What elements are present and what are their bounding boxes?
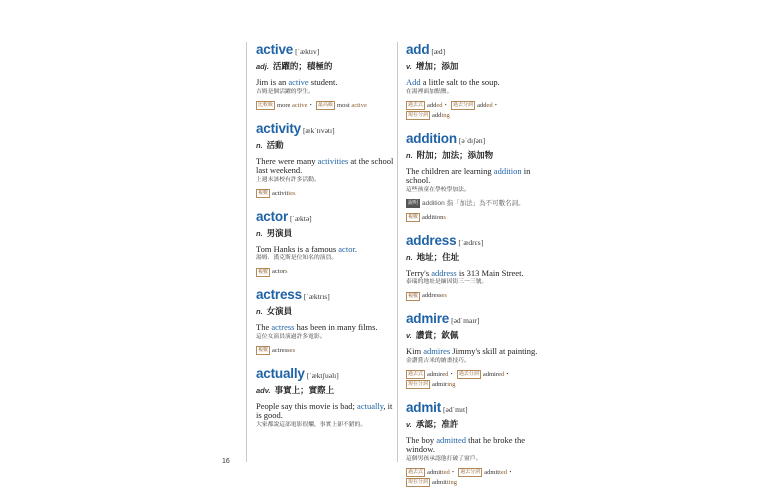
- column-rule-left: [246, 42, 247, 462]
- example-text: Terry's: [406, 267, 432, 278]
- definition: [256, 305, 394, 318]
- chinese-meaning: 事實上；實際上: [274, 384, 335, 395]
- form-ending: es: [441, 292, 447, 299]
- definition: [256, 227, 394, 240]
- example-text: that he broke the window.: [406, 434, 525, 454]
- word-forms: [256, 101, 394, 111]
- pronunciation: [ækˈtɪvətɪ]: [302, 125, 335, 135]
- part-of-speech: n.: [406, 252, 413, 262]
- word-form: [457, 370, 511, 380]
- form-ending: d: [445, 370, 449, 378]
- example-sentence: [406, 436, 544, 455]
- example-translation: 上週末該校有許多活動。: [256, 176, 320, 183]
- form-word: [477, 102, 499, 109]
- headword: actress: [256, 287, 302, 302]
- form-tag: 過去分詞: [460, 469, 481, 475]
- form-word: [427, 371, 455, 378]
- form-base: actor: [272, 268, 286, 275]
- definition: [406, 329, 544, 342]
- part-of-speech: n.: [256, 140, 263, 150]
- form-ending: ies: [288, 189, 296, 197]
- word-form: [451, 101, 499, 111]
- word-form: [406, 370, 455, 380]
- example-translation: 泰瑞的地址是緬因街三一三號。: [406, 279, 488, 285]
- example-keyword: addition: [493, 165, 522, 176]
- example-keyword: activities: [317, 155, 349, 166]
- part-of-speech: v.: [406, 62, 412, 71]
- example-translation: 這個男孩承認他打破了窗戶。: [406, 455, 482, 462]
- definition: [406, 149, 544, 162]
- headword-line: [256, 287, 394, 304]
- dictionary-entry: [406, 131, 544, 223]
- chinese-meaning: 活躍的；積極的: [272, 61, 333, 71]
- form-separator: ・: [449, 468, 457, 476]
- headword-line: [256, 42, 394, 59]
- part-of-speech: v.: [406, 419, 412, 429]
- headword: active: [256, 42, 294, 57]
- form-word: [272, 190, 295, 197]
- example-translation: 這些孩童在學校學加法。: [406, 186, 470, 193]
- example-text: The children are learning: [406, 165, 494, 176]
- form-word: [432, 381, 455, 388]
- definition: [256, 384, 394, 397]
- definition: [256, 139, 394, 152]
- example-sentence: [256, 245, 394, 255]
- example-translation: 金讚賞吉米的繪畫技巧。: [406, 357, 470, 364]
- example-text: The boy: [406, 434, 437, 445]
- form-ending: ted: [499, 468, 508, 476]
- form-tag: 複數: [258, 190, 269, 196]
- form-word: [272, 268, 288, 275]
- word-form: [406, 468, 456, 478]
- headword-line: [256, 209, 394, 226]
- chinese-meaning: 地址；住址: [416, 251, 460, 262]
- example-sentence: [256, 323, 394, 333]
- headword-line: [256, 121, 394, 138]
- form-base: admire: [482, 370, 501, 378]
- headword: add: [406, 42, 430, 57]
- example-keyword: actually: [357, 400, 384, 411]
- form-base: admit: [427, 468, 442, 476]
- headword-line: [406, 400, 544, 417]
- word-form: [316, 101, 367, 111]
- part-of-speech: adv.: [256, 385, 271, 395]
- form-separator: ・: [307, 101, 315, 109]
- pronunciation: [ˈæktɪv]: [295, 47, 320, 56]
- part-of-speech: n.: [256, 307, 263, 316]
- form-ending: s: [285, 268, 288, 275]
- form-separator: ・: [492, 101, 500, 109]
- form-ending: ed: [486, 101, 493, 109]
- dictionary-entry: [406, 233, 544, 302]
- dictionary-entry: [256, 287, 394, 356]
- column-rule-right: [397, 42, 398, 462]
- definition: [406, 251, 544, 264]
- example-text: Tom Hanks is a famous: [256, 243, 339, 254]
- example-translation: 湯姆．漢克斯是位知名的演員。: [256, 255, 338, 261]
- pronunciation: [ədˈmaɪr]: [451, 316, 480, 325]
- form-word: [277, 102, 314, 109]
- left-column: [256, 42, 394, 440]
- headword: address: [406, 232, 457, 248]
- headword: admire: [406, 311, 450, 326]
- word-forms: [406, 468, 544, 488]
- example-sentence: [256, 157, 394, 176]
- form-tag: 複數: [408, 292, 419, 299]
- form-tag: 現在分詞: [408, 479, 429, 485]
- form-base: add: [432, 111, 442, 119]
- example-text: is 313 Main Street.: [456, 267, 524, 278]
- form-base: more: [277, 101, 292, 109]
- headword: admit: [406, 399, 442, 415]
- example-text: Jim is an: [256, 77, 289, 87]
- example-keyword: actor: [338, 243, 355, 254]
- form-base: activit: [272, 189, 289, 197]
- word-forms: [406, 291, 544, 301]
- example-text: Kim: [406, 346, 424, 356]
- headword-line: [406, 131, 544, 148]
- pronunciation: [ˈæktʃuəlɪ]: [306, 370, 339, 380]
- example-text: People say this movie is bad;: [256, 400, 358, 411]
- dictionary-entry: [256, 366, 394, 430]
- chinese-meaning: 男演員: [266, 227, 293, 238]
- form-word: [337, 102, 367, 109]
- chinese-meaning: 女演員: [266, 306, 293, 316]
- form-ending: ting: [446, 478, 457, 486]
- form-base: admit: [484, 468, 500, 476]
- example-text: has been in many films.: [294, 322, 378, 332]
- form-word: [422, 214, 446, 221]
- example-text: in school.: [406, 165, 531, 185]
- form-tag: 過去分詞: [458, 371, 479, 377]
- form-tag: 複數: [408, 214, 419, 220]
- example-translation: 這位女演員演過許多電影。: [256, 333, 326, 340]
- example-text: , it is good.: [256, 400, 393, 420]
- example-keyword: admires: [423, 346, 451, 356]
- word-form: [406, 111, 450, 121]
- form-base: admire: [427, 370, 446, 378]
- pronunciation: [ˈæktrɪs]: [303, 292, 330, 301]
- part-of-speech: n.: [406, 150, 413, 160]
- word-forms: [256, 346, 394, 356]
- part-of-speech: v.: [406, 331, 412, 340]
- example-keyword: address: [431, 267, 457, 278]
- chinese-meaning: 承認；准許: [415, 418, 459, 429]
- example-text: The: [256, 322, 272, 332]
- form-base: admit: [432, 478, 447, 486]
- headword-line: [406, 233, 544, 250]
- pronunciation: [ədˈmɪt]: [443, 404, 468, 414]
- word-form: [406, 101, 449, 111]
- example-keyword: Add: [406, 77, 421, 87]
- headword-line: [256, 366, 394, 383]
- form-tag: 過去分詞: [453, 102, 474, 108]
- headword-line: [406, 42, 544, 59]
- form-separator: ・: [448, 370, 455, 378]
- form-tag: 比較級: [258, 102, 274, 108]
- chinese-meaning: 附加；加法；添加物: [416, 149, 494, 160]
- form-tag: 複數: [258, 347, 269, 353]
- example-translation: 在湯裡面加點鹽。: [406, 88, 453, 95]
- example-text: at the school last weekend.: [256, 155, 394, 175]
- word-forms: [256, 267, 394, 277]
- form-base: add: [427, 101, 437, 109]
- example-keyword: admitted: [436, 434, 466, 445]
- part-of-speech: adj.: [256, 62, 269, 71]
- example-sentence: [406, 167, 544, 186]
- right-column: [406, 42, 544, 498]
- form-separator: ・: [504, 370, 511, 378]
- form-ending: es: [289, 346, 296, 354]
- headword-line: [406, 311, 544, 328]
- example-text: There were many: [256, 155, 318, 166]
- form-word: [427, 469, 456, 476]
- form-word: [422, 292, 447, 299]
- form-ending: ed: [436, 101, 443, 109]
- example-sentence: [406, 347, 544, 357]
- form-word: [483, 371, 511, 378]
- definition: [256, 60, 394, 73]
- pronunciation: [ˈædrɛs]: [458, 237, 484, 247]
- form-ending: active: [292, 101, 308, 109]
- word-form: [406, 213, 446, 223]
- form-word: [427, 102, 449, 109]
- word-form: [256, 267, 288, 277]
- dictionary-entry: [406, 42, 544, 121]
- form-ending: s: [443, 213, 446, 221]
- form-tag: 現在分詞: [408, 112, 429, 118]
- word-form: [406, 380, 456, 390]
- word-forms: [256, 189, 394, 199]
- form-word: [272, 347, 295, 354]
- example-sentence: [256, 402, 394, 421]
- usage-note: [406, 199, 544, 209]
- word-forms: [406, 213, 544, 223]
- word-form: [256, 346, 295, 356]
- part-of-speech: n.: [256, 228, 263, 238]
- word-form: [256, 101, 314, 111]
- example-sentence: [256, 78, 394, 88]
- word-form: [406, 291, 447, 301]
- dictionary-entry: [256, 42, 394, 111]
- headword: actor: [256, 208, 289, 224]
- form-base: most: [337, 101, 352, 109]
- form-ending: ted: [441, 468, 450, 476]
- note-text: addition 指「加法」為不可數名詞。: [422, 199, 525, 207]
- form-base: address: [422, 292, 442, 299]
- chinese-meaning: 增加；添加: [415, 61, 459, 71]
- pronunciation: [æd]: [431, 47, 446, 56]
- example-text: a little salt to the soup.: [420, 77, 500, 87]
- form-separator: ・: [507, 468, 514, 476]
- chinese-meaning: 讚賞；欽佩: [415, 330, 459, 340]
- word-form: [458, 468, 513, 478]
- form-base: add: [477, 101, 487, 109]
- pronunciation: [əˈdɪʃən]: [458, 135, 486, 145]
- form-base: admir: [432, 380, 448, 388]
- form-tag: 現在分詞: [408, 381, 429, 387]
- pronunciation: [ˈæktə]: [290, 213, 312, 223]
- word-form: [256, 189, 296, 199]
- form-ending: ing: [447, 380, 456, 388]
- example-keyword: active: [288, 77, 309, 87]
- form-separator: ・: [442, 101, 450, 109]
- example-text: .: [354, 243, 357, 254]
- chinese-meaning: 活動: [266, 139, 284, 150]
- example-text: Jimmy's skill at painting.: [450, 346, 538, 356]
- dictionary-entry: [406, 311, 544, 390]
- word-form: [406, 478, 457, 488]
- form-word: [432, 112, 450, 119]
- example-translation: 吉姆是個活躍的學生。: [256, 88, 314, 95]
- page-number: 16: [222, 458, 230, 465]
- form-tag: 過去式: [408, 469, 424, 475]
- form-base: actress: [272, 346, 290, 354]
- form-base: addition: [422, 213, 444, 221]
- form-word: [484, 469, 513, 476]
- definition: [406, 60, 544, 73]
- example-translation: 大家都說這部電影很爛，事實上卻不錯的。: [256, 421, 367, 428]
- form-ending: ing: [441, 111, 450, 119]
- example-text: student.: [308, 77, 338, 87]
- form-tag: 最高級: [318, 102, 334, 108]
- dictionary-entry: [256, 121, 394, 199]
- form-tag: 複數: [258, 268, 269, 275]
- headword: actually: [256, 365, 305, 381]
- example-keyword: actress: [271, 322, 295, 332]
- headword: addition: [406, 130, 457, 146]
- form-tag: 過去式: [408, 371, 424, 377]
- form-tag: 過去式: [408, 102, 424, 108]
- dictionary-entry: [406, 400, 544, 488]
- definition: [406, 418, 544, 431]
- example-sentence: [406, 269, 544, 279]
- word-forms: [406, 370, 544, 390]
- dictionary-entry: [256, 209, 394, 278]
- form-ending: d: [500, 370, 505, 378]
- example-sentence: [406, 78, 544, 88]
- note-tag: 說明: [408, 200, 419, 206]
- headword: activity: [256, 120, 301, 136]
- word-forms: [406, 101, 544, 121]
- form-ending: active: [351, 101, 367, 109]
